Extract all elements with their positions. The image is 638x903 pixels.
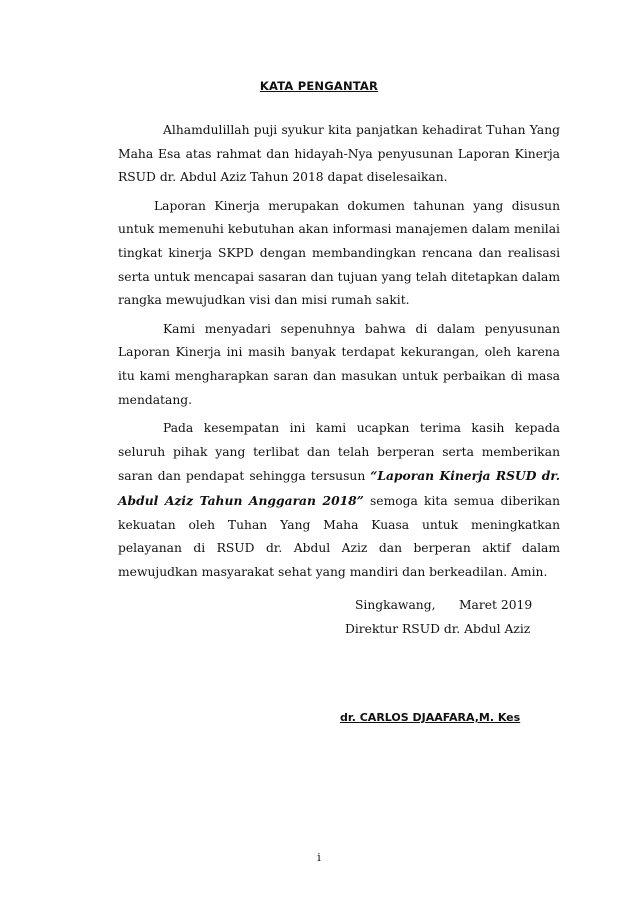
paragraph-opening: Alhamdulillah puji syukur kita panjatkan kehadirat Tuhan Yang Maha Esa atas rahmat dan hidayah-Nya penyusunan Laporan Kinerja RSUD dr. Abdul Aziz Tahun 2018 dapat diselesaikan. <box>118 123 560 185</box>
paragraph-report-description: Laporan Kinerja merupakan dokumen tahunan yang disusun untuk memenuhi kebutuhan akan informasi manajemen dalam menilai tingkat kinerja SKPD dengan membandingkan rencana dan realisasi serta untuk mencapai sasaran dan tujuan yang telah ditetapkan dalam rangka mewujudkan visi dan misi rumah sakit. <box>118 198 560 308</box>
page-title: KATA PENGANTAR <box>259 79 379 93</box>
page-number: i <box>317 851 321 864</box>
signature-name: dr. CARLOS DJAAFARA,M. Kes <box>340 711 521 724</box>
paragraph-acknowledgement-shortcomings: Kami menyadari sepenuhnya bahwa di dalam penyusunan Laporan Kinerja ini masih banyak terdapat kekurangan, oleh karena itu kami mengharapkan saran dan masukan untuk perbaikan di masa mendatang. <box>118 321 560 407</box>
paragraph-thanks-before: Pada kesempatan ini kami ucapkan terima kasih kepada seluruh pihak yang terlibat dan telah berperan serta memberikan saran dan pendapat sehingga tersusun <box>118 421 560 484</box>
signature-position: Direktur RSUD dr. Abdul Aziz <box>345 622 531 636</box>
paragraph-thanks-after: semoga kita semua diberikan kekuatan oleh Tuhan Yang Maha Kuasa untuk meningkatkan pelayanan di RSUD dr. Abdul Aziz dan berperan aktif dalam mewujudkan masyarakat sehat yang mandiri dan berkeadilan. Amin. <box>118 493 560 579</box>
document-body <box>118 119 560 589</box>
report-title-emphasis: “Laporan Kinerja RSUD dr. Abdul Aziz Tahun Anggaran 2018” <box>118 468 560 508</box>
paragraph-thanks <box>118 417 560 584</box>
signature-place-date: Singkawang, Maret 2019 <box>355 598 533 612</box>
